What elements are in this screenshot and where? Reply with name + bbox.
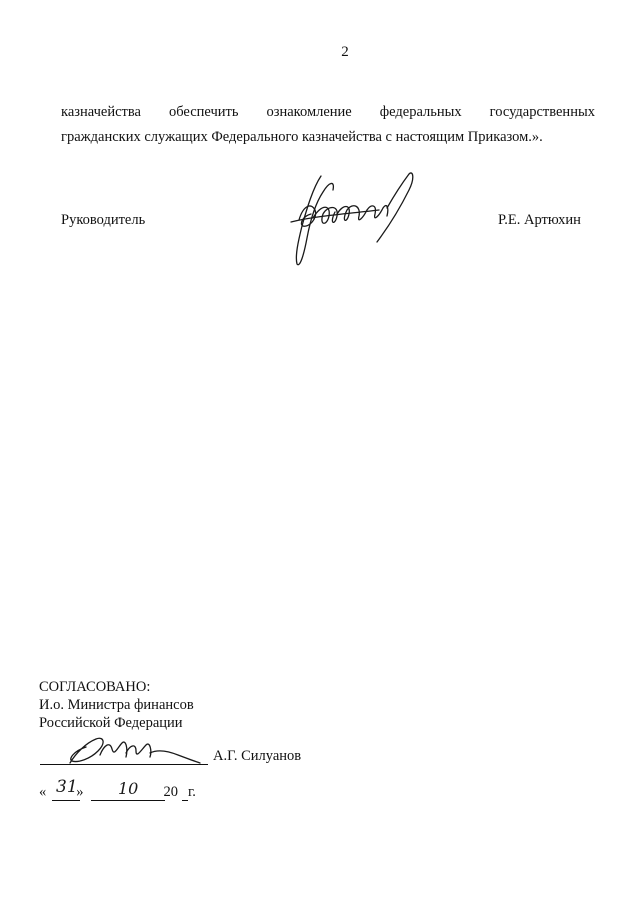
date-day-handwritten: 31	[56, 777, 78, 797]
paragraph-word: ознакомление	[266, 104, 352, 120]
date-close-quote: »	[76, 784, 84, 800]
approver-name: А.Г. Силуанов	[213, 748, 302, 764]
approver-position-line-1: И.о. Министра финансов	[39, 697, 194, 713]
date-day-underline	[52, 800, 80, 801]
signer-name: Р.Е. Артюхин	[498, 212, 581, 228]
date-year-prefix: 20	[163, 784, 178, 800]
paragraph-word: обеспечить	[168, 104, 239, 120]
date-year-unit: г.	[188, 784, 196, 800]
date-year-underline	[182, 800, 188, 801]
paragraph-word: казначейства	[61, 104, 141, 120]
approver-position-line-2: Российской Федерации	[39, 715, 183, 731]
date-open-quote: «	[39, 784, 47, 800]
body-paragraph	[61, 100, 595, 150]
date-month-underline	[91, 800, 165, 801]
paragraph-word: государственных	[489, 104, 595, 120]
signature-line	[40, 764, 208, 765]
approval-block	[39, 678, 194, 732]
head-handwritten-signature	[285, 168, 420, 270]
signer-title: Руководитель	[61, 212, 146, 228]
approval-heading: СОГЛАСОВАНО:	[39, 679, 151, 695]
date-month-handwritten: 10	[118, 779, 139, 798]
paragraph-line-2: гражданских служащих Федерального казначейства с настоящим Приказом.».	[61, 129, 543, 145]
page-number: 2	[341, 44, 349, 60]
paragraph-word: федеральных	[379, 104, 462, 120]
paragraph-line-1	[61, 100, 595, 125]
